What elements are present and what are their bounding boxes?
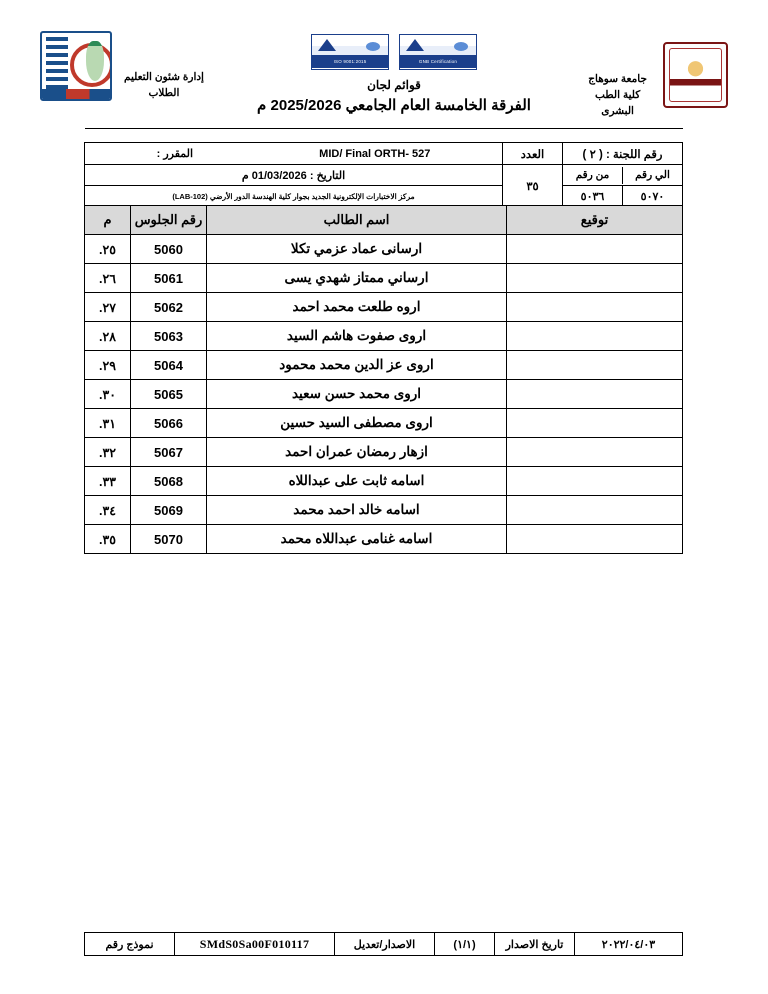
table-row [85, 525, 683, 554]
cell-seat-number: 5060 [131, 235, 207, 264]
table-row [85, 235, 683, 264]
document-title-block [210, 30, 578, 114]
cell-serial: ٣٠. [85, 380, 131, 409]
cell-serial: ٢٨. [85, 322, 131, 351]
cell-student-name: اروى محمد حسن سعيد [207, 380, 507, 409]
document-footer [85, 932, 683, 956]
title-line-1: قوائم لجان [367, 78, 421, 92]
count-label-cell: العدد [503, 143, 563, 165]
cell-student-name: ازهار رمضان عمران احمد [207, 438, 507, 467]
cell-seat-number: 5063 [131, 322, 207, 351]
footer-row [85, 933, 683, 956]
footer-form-label: نموذج رقم [85, 933, 175, 956]
column-header-serial: م [85, 206, 131, 235]
cell-signature[interactable] [507, 496, 683, 525]
table-row [85, 409, 683, 438]
cell-signature[interactable] [507, 235, 683, 264]
university-text-block [578, 30, 657, 119]
footer-edition-label: الاصدار/تعديل [335, 933, 435, 956]
cell-serial: ٣٤. [85, 496, 131, 525]
cell-serial: ٣١. [85, 409, 131, 438]
sohag-university-logo-icon [663, 42, 728, 108]
cell-seat-number: 5064 [131, 351, 207, 380]
iso-badge-icon: ISO 9001:2015 [311, 34, 389, 70]
info-row-1 [85, 143, 683, 165]
admin-unit-label: إدارة شئون التعليم الطلاب [123, 71, 204, 99]
footer-issue-date-label: تاريخ الاصدار [495, 933, 575, 956]
accreditation-badges [210, 34, 578, 70]
students-table [84, 205, 683, 554]
count-value-cell: ٣٥ [503, 165, 563, 207]
cell-signature[interactable] [507, 409, 683, 438]
cell-serial: ٣٥. [85, 525, 131, 554]
cell-seat-number: 5067 [131, 438, 207, 467]
committee-info-table [84, 142, 683, 207]
cell-student-name: اسامه خالد احمد محمد [207, 496, 507, 525]
course-cell [85, 143, 503, 165]
cell-student-name: اسامه غنامى عبداللاه محمد [207, 525, 507, 554]
cell-signature[interactable] [507, 293, 683, 322]
cell-signature[interactable] [507, 264, 683, 293]
range-to-value: ٥٠٧٠ [623, 186, 683, 206]
cell-signature[interactable] [507, 525, 683, 554]
cell-serial: ٣٣. [85, 467, 131, 496]
table-row [85, 293, 683, 322]
title-line-2: الفرقة الخامسة العام الجامعي 2025/2026 م [257, 97, 531, 115]
column-header-seat-number: رقم الجلوس [131, 206, 207, 235]
cell-student-name: ارساني ممتاز شهدي يسى [207, 264, 507, 293]
cell-seat-number: 5062 [131, 293, 207, 322]
cell-signature[interactable] [507, 351, 683, 380]
cell-seat-number: 5066 [131, 409, 207, 438]
date-cell [85, 165, 503, 186]
footer-form-code: SMdS0Sa00F010117 [175, 933, 335, 956]
footer-issue-date-value: ٢٠٢٢/٠٤/٠٣ [575, 933, 683, 956]
cell-signature[interactable] [507, 380, 683, 409]
cell-seat-number: 5065 [131, 380, 207, 409]
cell-serial: ٣٢. [85, 438, 131, 467]
faculty-identity [40, 30, 210, 102]
cell-student-name: اروى صفوت هاشم السيد [207, 322, 507, 351]
range-from-label: من رقم [575, 169, 610, 181]
university-name: جامعة سوهاج [588, 73, 647, 85]
cell-serial: ٢٧. [85, 293, 131, 322]
cell-signature[interactable] [507, 467, 683, 496]
faculty-name: كلية الطب البشرى [594, 88, 641, 117]
table-row [85, 467, 683, 496]
course-value: MID/ Final ORTH- 527 [319, 148, 431, 160]
table-row [85, 264, 683, 293]
info-row-2 [85, 165, 683, 186]
column-header-student-name: اسم الطالب [207, 206, 507, 235]
cell-seat-number: 5068 [131, 467, 207, 496]
cell-student-name: ارسانى عماد عزمي تكلا [207, 235, 507, 264]
date-value: 01/03/2026 م [241, 169, 307, 182]
faculty-of-medicine-logo-icon [40, 31, 112, 101]
info-row-3 [85, 186, 683, 207]
date-label: التاريخ : [309, 169, 346, 182]
committee-number-cell: رقم اللجنة : ( ٢ ) [563, 143, 683, 165]
cell-serial: ٢٩. [85, 351, 131, 380]
course-label: المقرر : [156, 148, 194, 160]
range-values-cell [563, 186, 683, 207]
cell-seat-number: 5061 [131, 264, 207, 293]
column-header-signature: توقيع [507, 206, 683, 235]
cell-signature[interactable] [507, 438, 683, 467]
accreditation-badge-icon: GNB Certification [399, 34, 477, 70]
cell-student-name: اروى مصطفى السيد حسين [207, 409, 507, 438]
document-header [40, 30, 728, 125]
cell-seat-number: 5070 [131, 525, 207, 554]
cell-seat-number: 5069 [131, 496, 207, 525]
range-to-label: الي رقم [623, 167, 683, 184]
cell-student-name: اسامه ثابت على عبداللاه [207, 467, 507, 496]
university-identity [578, 30, 728, 119]
table-row [85, 351, 683, 380]
cell-serial: ٢٦. [85, 264, 131, 293]
range-from-value: ٥٠٣٦ [580, 190, 605, 203]
exam-place-cell: مركز الاختبارات الإلكترونية الجديد بجوار كلية الهندسة الدور الأرضي (LAB-102) [85, 186, 503, 207]
header-divider [85, 128, 683, 129]
cell-student-name: اروى عز الدين محمد محمود [207, 351, 507, 380]
table-row [85, 322, 683, 351]
table-header-row [85, 206, 683, 235]
table-row [85, 380, 683, 409]
cell-signature[interactable] [507, 322, 683, 351]
cell-student-name: اروه طلعت محمد احمد [207, 293, 507, 322]
table-row [85, 496, 683, 525]
cell-serial: ٢٥. [85, 235, 131, 264]
table-row [85, 438, 683, 467]
range-labels-cell [563, 165, 683, 186]
footer-edition-value: (١/١) [435, 933, 495, 956]
